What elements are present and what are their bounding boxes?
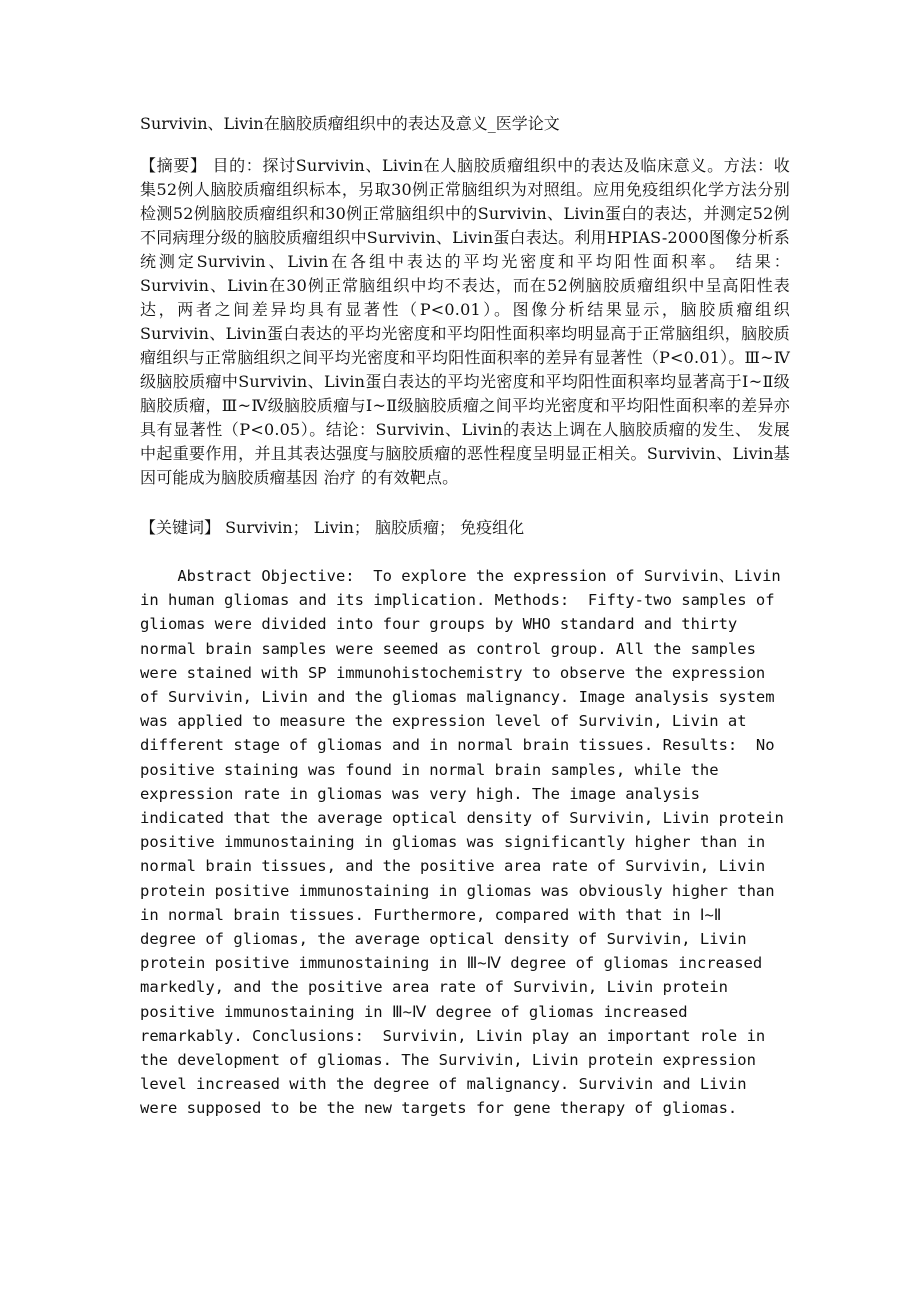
english-abstract-line: markedly, and the positive area rate of Survivin, Livin protein — [140, 978, 728, 997]
english-abstract-line: indicated that the average optical density of Survivin, Livin protein — [140, 809, 784, 828]
english-abstract-line: level increased with the degree of malignancy. Survivin and Livin — [140, 1075, 747, 1094]
document-page — [140, 112, 790, 1121]
abstract-label: 【摘要】 — [140, 156, 207, 175]
english-abstract-line: remarkably. Conclusions: Survivin, Livin play an important role in — [140, 1026, 766, 1045]
english-abstract-line: protein positive immunostaining in gliomas was obviously higher than — [140, 881, 775, 900]
english-abstract-line: were stained with SP immunohistochemistry to observe the expression — [140, 663, 766, 682]
english-abstract-line: Abstract Objective: To explore the expression of Survivin、Livin — [140, 567, 781, 585]
english-abstract-line: were supposed to be the new targets for gene therapy of gliomas. — [140, 1099, 738, 1118]
keywords-list: Survivin； Livin； 脑胶质瘤； 免疫组化 — [220, 518, 525, 537]
keywords — [140, 516, 790, 540]
english-abstract-line: normal brain tissues, and the positive area rate of Survivin, Livin — [140, 857, 766, 876]
english-abstract-line: the development of gliomas. The Survivin, Livin protein expression — [140, 1051, 756, 1070]
english-abstract-line: positive immunostaining in gliomas was significantly higher than in — [140, 833, 766, 852]
english-abstract-line: degree of gliomas, the average optical density of Survivin, Livin — [140, 930, 747, 949]
english-abstract-line: gliomas were divided into four groups by WHO standard and thirty — [140, 615, 738, 634]
english-abstract — [140, 564, 790, 1121]
english-abstract-line: was applied to measure the expression level of Survivin, Livin at — [140, 712, 747, 731]
abstract-text: 目的：探讨Survivin、Livin在人脑胶质瘤组织中的表达及临床意义。方法：收集52例人脑胶质瘤组织标本，另取30例正常脑组织为对照组。应用免疫组织化学方法分别检测52例脑胶质瘤组织和30例正常脑组织中的Survivin、Livin蛋白的表达，并测定52例不同病理分级的脑胶质瘤组织中Survivin、Livin蛋白表达。利用HPIAS-2000图像分析系统测定Survivin、Livin在各组中表达的平均光密度和平均阳性面积率。 结果：Survivin、Livin在30例正常脑组织中均不表达，而在52例脑胶质瘤组织中呈高阳性表达，两者之间差异均具有显著性（P<0.01）。图像分析结果显示，脑胶质瘤组织Survivin、Livin蛋白表达的平均光密度和平均阳性面积率均明显高于正常脑组织，脑胶质瘤组织与正常脑组织之间平均光密度和平均阳性面积率的差异有显著性（P<0.01）。Ⅲ~Ⅳ级脑胶质瘤中Survivin、Livin蛋白表达的平均光密度和平均阳性面积率均显著高于Ⅰ~Ⅱ级脑胶质瘤，Ⅲ~Ⅳ级脑胶质瘤与Ⅰ~Ⅱ级脑胶质瘤之间平均光密度和平均阳性面积率的差异亦具有显著性（P<0.05）。结论：Survivin、Livin的表达上调在人脑胶质瘤的发生、 发展中起重要作用，并且其表达强度与脑胶质瘤的恶性程度呈明显正相关。Survivin、Livin基因可能成为脑胶质瘤基因 治疗 的有效靶点。 — [140, 156, 791, 487]
chinese-abstract — [140, 154, 790, 490]
english-abstract-line: positive staining was found in normal brain samples, while the — [140, 760, 719, 779]
english-abstract-line: in normal brain tissues. Furthermore, compared with that in Ⅰ~Ⅱ — [140, 905, 722, 924]
english-abstract-line: expression rate in gliomas was very high. The image analysis — [140, 784, 700, 803]
english-abstract-line: of Survivin, Livin and the gliomas malignancy. Image analysis system — [140, 688, 775, 707]
document-title: Survivin、Livin在脑胶质瘤组织中的表达及意义_医学论文 — [140, 114, 560, 133]
english-abstract-line: different stage of gliomas and in normal brain tissues. Results: No — [140, 736, 775, 755]
english-abstract-line: positive immunostaining in Ⅲ~Ⅳ degree of gliomas increased — [140, 1002, 688, 1021]
english-abstract-line: protein positive immunostaining in Ⅲ~Ⅳ degree of gliomas increased — [140, 954, 763, 973]
english-abstract-line: normal brain samples were seemed as control group. All the samples — [140, 639, 756, 658]
english-abstract-line: in human gliomas and its implication. Methods: Fifty-two samples of — [140, 591, 775, 610]
keywords-label: 【关键词】 — [140, 518, 221, 537]
